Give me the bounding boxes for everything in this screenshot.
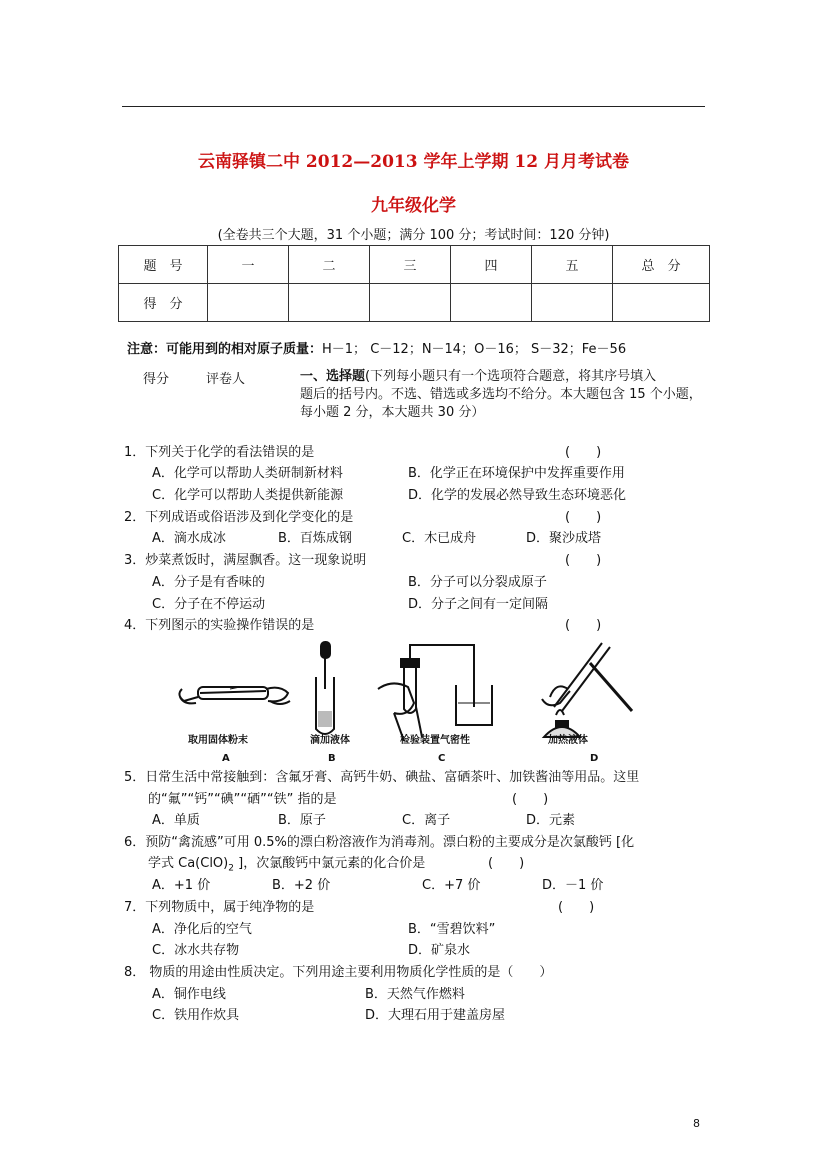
note-label: 注意：可能用到的相对原子质量：	[127, 342, 323, 357]
section-desc-line: 一、选择题(下列每小题只有一个选项符合题意，将其序号填入	[300, 369, 657, 384]
figure-a-illustration	[179, 687, 290, 704]
option-6a: A．+1 价	[152, 878, 211, 893]
score-table-score-row	[119, 284, 710, 322]
score-blank[interactable]	[532, 284, 613, 322]
question-2: 2．下列成语或俗语涉及到化学变化的是	[124, 510, 354, 525]
score-blank[interactable]	[370, 284, 451, 322]
option-5b: B．原子	[278, 813, 326, 828]
page-number: 8	[693, 1117, 700, 1130]
score-blank[interactable]	[613, 284, 710, 322]
option-1b: B．化学正在环境保护中发挥重要作用	[408, 466, 625, 481]
atomic-mass-note	[127, 338, 626, 357]
score-table-header-row	[119, 246, 710, 284]
lab-figure-svg	[170, 637, 640, 767]
exam-subtitle: 九年级化学	[371, 196, 456, 216]
figure-c-letter: C	[438, 753, 446, 764]
lab-operations-figure	[170, 637, 640, 767]
option-2b: B．百炼成钢	[278, 531, 352, 546]
option-1c: C．化学可以帮助人类提供新能源	[152, 488, 344, 503]
answer-paren-3[interactable]: ( )	[565, 553, 602, 568]
score-blank[interactable]	[451, 284, 532, 322]
score-cell: 五	[532, 246, 613, 284]
figure-b-illustration	[316, 642, 334, 734]
option-6b: B．+2 价	[272, 878, 331, 893]
answer-paren-5[interactable]: ( )	[512, 792, 549, 807]
option-5a: A．单质	[152, 813, 200, 828]
figure-c-caption: 检验装置气密性	[400, 735, 470, 746]
option-7b: B．“雪碧饮料”	[408, 922, 496, 937]
figure-a-letter: A	[222, 753, 230, 764]
option-8a: A．铜作电线	[152, 987, 226, 1002]
option-6c: C．+7 价	[422, 878, 481, 893]
question-5-line-2: 的“氟”“钙”“碘”“硒”“铁” 指的是	[148, 792, 337, 807]
option-8c: C．铁用作炊具	[152, 1008, 240, 1023]
score-cell: 二	[289, 246, 370, 284]
figure-d-illustration	[542, 643, 632, 737]
section-score-label: 得分	[143, 372, 170, 387]
option-8b: B．天然气作燃料	[365, 987, 465, 1002]
score-table	[118, 245, 710, 322]
option-7c: C．冰水共存物	[152, 943, 240, 958]
figure-b-caption: 滴加液体	[310, 735, 350, 746]
option-2c: C．木已成舟	[402, 531, 477, 546]
option-1d: D．化学的发展必然导致生态环境恶化	[408, 488, 627, 503]
score-cell: 四	[451, 246, 532, 284]
question-4: 4．下列图示的实验操作错误的是	[124, 618, 315, 633]
option-5d: D．元素	[526, 813, 576, 828]
option-3c: C．分子在不停运动	[152, 597, 266, 612]
figure-d-letter: D	[590, 753, 599, 764]
option-3d: D．分子之间有一定间隔	[408, 597, 549, 612]
section-heading: 一、选择题	[300, 369, 366, 384]
question-3: 3．炒菜煮饭时，满屋飘香。这一现象说明	[124, 553, 367, 568]
option-5c: C．离子	[402, 813, 451, 828]
score-cell: 三	[370, 246, 451, 284]
question-6-line-2: 学式 $Ca(ClO)_2$ ]，次氯酸钙中氯元素的化合价是	[148, 856, 426, 874]
exam-meta: (全卷共三个大题，31 个小题；满分 100 分；考试时间：120 分钟)	[217, 228, 610, 243]
score-blank[interactable]	[289, 284, 370, 322]
question-5-line-1: 5．日常生活中常接触到：含氟牙膏、高钙牛奶、碘盐、富硒茶叶、加铁酱油等用品。这里	[124, 770, 640, 785]
score-cell: 题 号	[119, 246, 208, 284]
note-values: H－1； C－12；N－14；O－16； S－32；Fe－56	[322, 342, 627, 357]
answer-paren-2[interactable]: ( )	[565, 510, 602, 525]
option-3b: B．分子可以分裂成原子	[408, 575, 547, 590]
exam-title: 云南驿镇二中 2012—2013 学年上学期 12 月月考试卷	[198, 152, 629, 172]
section-description	[300, 368, 715, 422]
score-blank[interactable]	[208, 284, 289, 322]
option-7a: A．净化后的空气	[152, 922, 252, 937]
option-3a: A．分子是有香味的	[152, 575, 265, 590]
option-2a: A．滴水成冰	[152, 531, 226, 546]
section-desc-line: 每小题 2 分，本大题共 30 分）	[300, 405, 485, 420]
question-8: 8． 物质的用途由性质决定。下列用途主要利用物质化学性质的是（ ）	[124, 965, 553, 980]
header-rule	[122, 106, 705, 107]
section-grader-label: 评卷人	[206, 372, 246, 387]
figure-d-caption: 加热液体	[548, 735, 588, 746]
question-7: 7．下列物质中，属于纯净物的是	[124, 900, 315, 915]
option-2d: D．聚沙成塔	[526, 531, 602, 546]
question-6-line-1: 6．预防“禽流感”可用 0.5%的漂白粉溶液作为消毒剂。漂白粉的主要成分是次氯酸钙 [化	[124, 835, 635, 850]
answer-paren-4[interactable]: ( )	[565, 618, 602, 633]
option-6d: D．－1 价	[542, 878, 604, 893]
figure-b-letter: B	[328, 753, 336, 764]
figure-a-caption: 取用固体粉末	[188, 735, 248, 746]
question-1: 1．下列关于化学的看法错误的是	[124, 445, 315, 460]
answer-paren-1[interactable]: ( )	[565, 445, 602, 460]
option-7d: D．矿泉水	[408, 943, 471, 958]
score-cell: 得 分	[119, 284, 208, 322]
answer-paren-6[interactable]: ( )	[488, 856, 525, 871]
option-8d: D．大理石用于建盖房屋	[365, 1008, 506, 1023]
score-cell: 一	[208, 246, 289, 284]
score-cell: 总 分	[613, 246, 710, 284]
answer-paren-7[interactable]: ( )	[558, 900, 595, 915]
figure-c-illustration	[378, 645, 492, 741]
option-1a: A．化学可以帮助人类研制新材料	[152, 466, 343, 481]
section-desc-line: 题后的括号内。不选、错选或多选均不给分。本大题包含 15 个小题，	[300, 387, 702, 402]
